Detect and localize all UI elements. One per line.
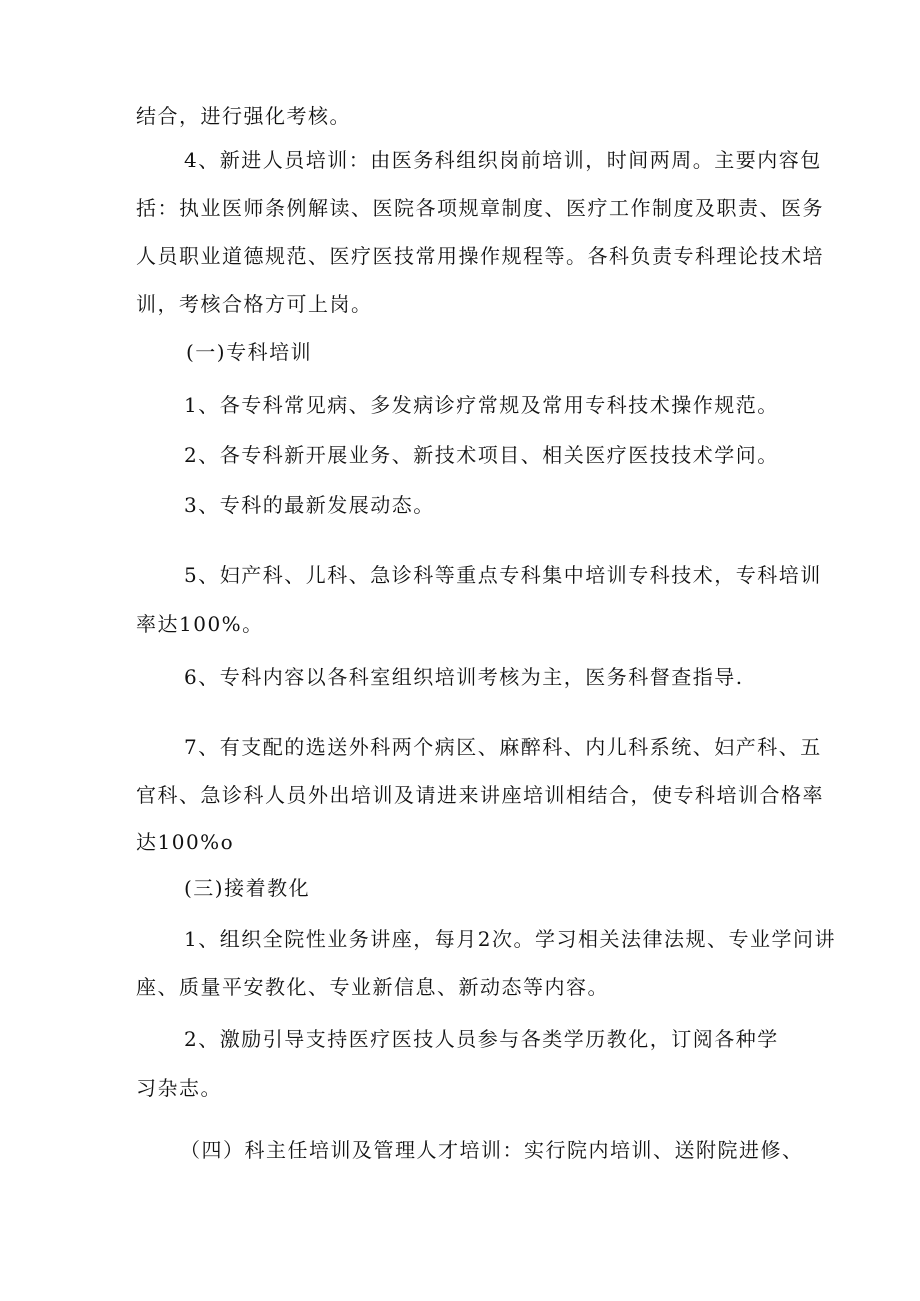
text-line-9: 3、专科的最新发展动态。	[184, 493, 435, 517]
text-line-15: 达100%o	[136, 830, 235, 854]
text-line-5: 训，考核合格方可上岗。	[136, 292, 373, 316]
text-line-3: 括：执业医师条例解读、医院各项规章制度、医疗工作制度及职责、医务	[136, 196, 824, 220]
text-line-17: 1、组织全院性业务讲座，每月2次。学习相关法律法规、专业学问讲	[184, 927, 836, 951]
text-line-12: 6、专科内容以各科室组织培训考核为主，医务科督查指导.	[184, 665, 744, 689]
section-heading-director-training: （四）科主任培训及管理人才培训：实行院内培训、送附院进修、	[180, 1138, 804, 1162]
text-line-4: 人员职业道德规范、医疗医技常用操作规程等。各科负责专科理论技术培	[136, 244, 824, 268]
text-line-18: 座、质量平安教化、专业新信息、新动态等内容。	[136, 975, 609, 999]
text-line-1: 结合，进行强化考核。	[136, 104, 351, 128]
text-line-19: 2、激励引导支持医疗医技人员参与各类学历教化，订阅各种学	[184, 1027, 779, 1051]
section-heading-specialty-training: (一)专科培训	[186, 340, 313, 364]
text-line-2: 4、新进人员培训：由医务科组织岗前培训，时间两周。主要内容包	[184, 148, 822, 172]
text-line-7: 1、各专科常见病、多发病诊疗常规及常用专科技术操作规范。	[184, 393, 779, 417]
text-line-8: 2、各专科新开展业务、新技术项目、相关医疗医技技术学问。	[184, 443, 779, 467]
text-line-13: 7、有支配的选送外科两个病区、麻醉科、内儿科系统、妇产科、五	[184, 735, 822, 759]
text-line-11: 率达100%。	[136, 612, 264, 636]
text-line-10: 5、妇产科、儿科、急诊科等重点专科集中培训专科技术，专科培训	[184, 563, 822, 587]
text-line-14: 官科、急诊科人员外出培训及请进来讲座培训相结合，使专科培训合格率	[136, 783, 824, 807]
text-line-20: 习杂志。	[136, 1076, 222, 1100]
section-heading-continuing-education: (三)接着教化	[184, 876, 311, 900]
